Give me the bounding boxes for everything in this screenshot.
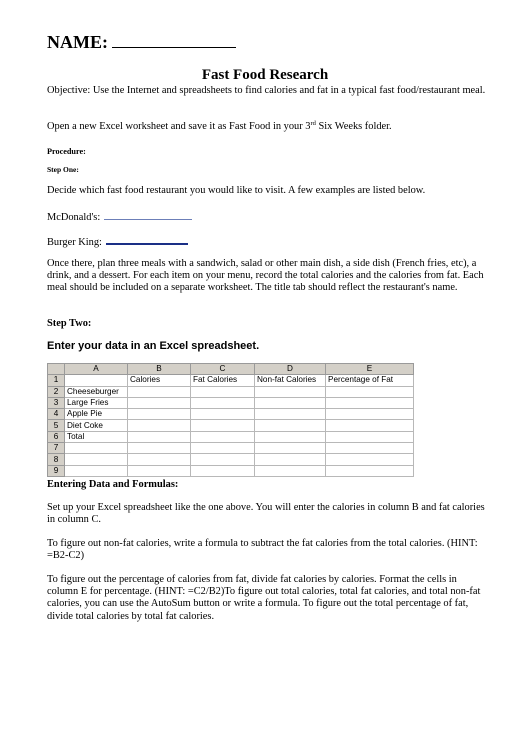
sheet-cell xyxy=(191,465,255,476)
sheet-cell xyxy=(128,431,191,442)
sheet-row xyxy=(48,397,414,408)
sheet-row xyxy=(48,386,414,397)
name-line xyxy=(47,31,236,53)
column-header-row xyxy=(48,364,414,375)
example-burger-king xyxy=(47,233,487,249)
sheet-row xyxy=(48,431,414,442)
open-text-before: Open a new Excel worksheet and save it as Fast Food in your 3 xyxy=(47,121,311,132)
row-number: 8 xyxy=(48,454,65,465)
sheet-cell xyxy=(128,420,191,431)
sheet-cell xyxy=(191,397,255,408)
sheet-cell: Non-fat Calories xyxy=(255,375,326,386)
open-worksheet-text xyxy=(47,121,487,133)
column-header: E xyxy=(326,364,414,375)
sheet-cell: Fat Calories xyxy=(191,375,255,386)
sheet-cell xyxy=(255,431,326,442)
sheet-cell: Large Fries xyxy=(65,397,128,408)
sheet-cell xyxy=(191,443,255,454)
sheet-cell xyxy=(326,431,414,442)
row-number: 9 xyxy=(48,465,65,476)
sheet-cell xyxy=(65,465,128,476)
sheet-cell xyxy=(255,409,326,420)
sheet-cell: Cheeseburger xyxy=(65,386,128,397)
enter-data-heading: Enter your data in an Excel spreadsheet. xyxy=(47,340,260,352)
sheet-cell: Diet Coke xyxy=(65,420,128,431)
sheet-cell xyxy=(255,386,326,397)
burger-king-blank xyxy=(106,233,188,245)
column-header: A xyxy=(65,364,128,375)
column-header: D xyxy=(255,364,326,375)
sheet-cell xyxy=(326,420,414,431)
open-text-superscript: rd xyxy=(310,120,316,127)
nonfat-text: To figure out non-fat calories, write a formula to subtract the fat calories from the total calories. (HINT: =B2-C2) xyxy=(47,538,478,562)
row-number: 3 xyxy=(48,397,65,408)
sheet-cell xyxy=(191,409,255,420)
sheet-cell xyxy=(255,397,326,408)
example-mcdonalds xyxy=(47,209,487,224)
example-label: McDonald's: xyxy=(47,212,101,223)
sheet-row xyxy=(48,454,414,465)
plan-text: Once there, plan three meals with a sandwich, salad or other main dish, a side dish (French fries, etc), a drink, and a dessert. For each item on your menu, record the total calories and the calories from fat. Each meal should be included on a separate worksheet. The title tab should reflect the restaurant's name. xyxy=(47,258,484,294)
sheet-cell xyxy=(326,397,414,408)
mcdonalds-blank xyxy=(104,209,192,220)
sheet-cell xyxy=(191,431,255,442)
sheet-cell xyxy=(255,454,326,465)
sheet-cell xyxy=(128,443,191,454)
sheet-cell: Apple Pie xyxy=(65,409,128,420)
corner-cell xyxy=(48,364,65,375)
open-text-after: Six Weeks folder. xyxy=(315,121,392,132)
column-header: B xyxy=(128,364,191,375)
procedure-label: Procedure: xyxy=(47,147,86,156)
sheet-cell xyxy=(65,443,128,454)
sheet-cell xyxy=(128,397,191,408)
sheet-cell xyxy=(128,454,191,465)
sheet-cell xyxy=(128,465,191,476)
spreadsheet-grid xyxy=(47,363,414,477)
sheet-row xyxy=(48,375,414,386)
sheet-cell xyxy=(191,420,255,431)
row-number: 1 xyxy=(48,375,65,386)
sheet-cell xyxy=(255,465,326,476)
sheet-row xyxy=(48,465,414,476)
sheet-cell xyxy=(128,409,191,420)
objective-text: Objective: Use the Internet and spreadsheets to find calories and fat in a typical fast food/restaurant meal. xyxy=(47,85,486,96)
percentage-text: To figure out the percentage of calories from fat, divide fat calories by calories. Format the cells in column E for percentage. (HINT: =C2/B2)To figure out total calories, total fat calories, and total non-fat calories, you can use the AutoSum button or write a formula. To figure out the total percentage of fat, divide total calories by total fat calories. xyxy=(47,574,481,622)
sheet-cell xyxy=(326,465,414,476)
setup-text: Set up your Excel spreadsheet like the one above. You will enter the calories in column B and fat calories in column C. xyxy=(47,502,485,526)
row-number: 4 xyxy=(48,409,65,420)
sheet-cell: Total xyxy=(65,431,128,442)
name-label: NAME: xyxy=(47,32,108,52)
sheet-cell xyxy=(326,443,414,454)
sheet-row xyxy=(48,420,414,431)
page-title: Fast Food Research xyxy=(201,67,329,83)
sheet-cell: Calories xyxy=(128,375,191,386)
sheet-cell xyxy=(255,420,326,431)
sheet-cell xyxy=(65,454,128,465)
example-label: Burger King: xyxy=(47,237,102,248)
step-two-label: Step Two: xyxy=(47,318,92,329)
sheet-cell xyxy=(65,375,128,386)
row-number: 5 xyxy=(48,420,65,431)
row-number: 7 xyxy=(48,443,65,454)
sheet-cell xyxy=(326,454,414,465)
sheet-cell xyxy=(326,409,414,420)
column-header: C xyxy=(191,364,255,375)
decide-text: Decide which fast food restaurant you would like to visit. A few examples are listed below. xyxy=(47,185,426,196)
sheet-cell xyxy=(326,386,414,397)
row-number: 2 xyxy=(48,386,65,397)
spreadsheet-image xyxy=(47,363,415,475)
sheet-cell xyxy=(128,386,191,397)
row-number: 6 xyxy=(48,431,65,442)
sheet-cell: Percentage of Fat xyxy=(326,375,414,386)
name-blank xyxy=(112,31,236,48)
sheet-row xyxy=(48,443,414,454)
sheet-cell xyxy=(191,386,255,397)
entering-heading: Entering Data and Formulas: xyxy=(47,479,179,490)
step-one-label: Step One: xyxy=(47,165,79,174)
sheet-row xyxy=(48,409,414,420)
sheet-cell xyxy=(191,454,255,465)
sheet-cell xyxy=(255,443,326,454)
